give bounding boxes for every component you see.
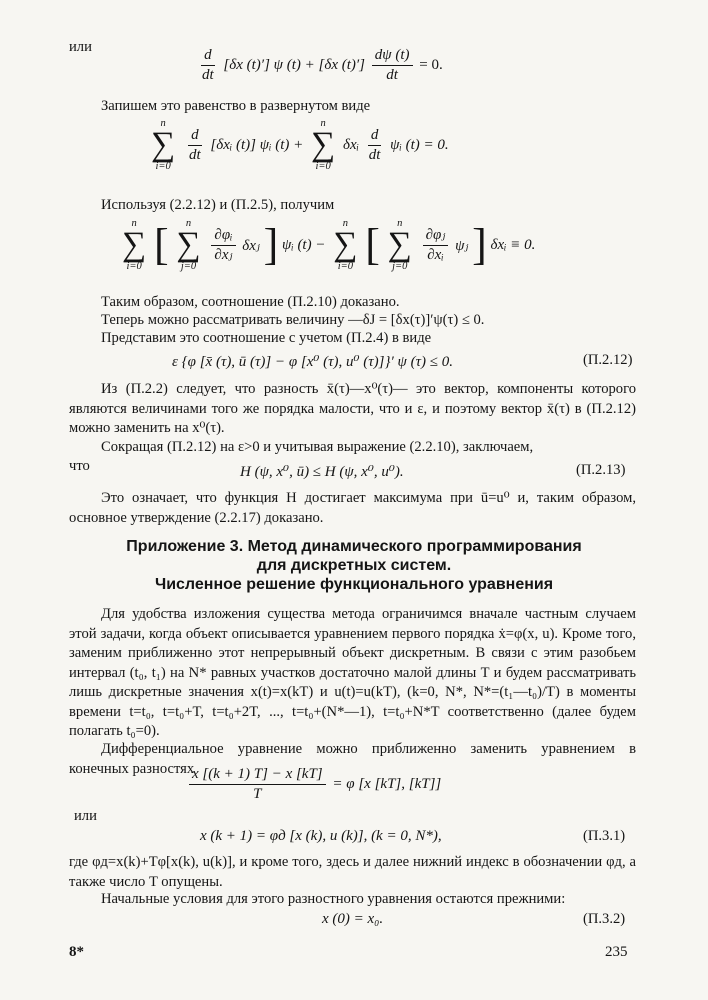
line-teper: Теперь можно рассматривать величину —δJ = [δx(τ)]′ψ(τ) ≤ 0.	[101, 312, 485, 328]
eq3-b: ψᵢ (t) −	[282, 236, 326, 253]
eq3-sumj-bot: j=0	[180, 261, 197, 272]
paragraph-sokrashaya-line2: что	[69, 458, 90, 474]
eq1-middle: [δx (t)′] ψ (t) + [δx (t)′]	[223, 57, 366, 73]
eq3-sum2j-bot: j=0	[392, 261, 408, 272]
equation-pi-2-12: ε {φ [x̄ (τ), ū (τ)] − φ [x⁰ (τ), u⁰ (τ)]}′ ψ (τ) ≤ 0.	[172, 354, 453, 370]
word-ili-1: или	[69, 39, 92, 55]
equation-number-pi-3-1: (П.3.1)	[583, 828, 626, 844]
paragraph-dlya-udobstva: Для удобства изложения существа метода ограничимся вначале частным случаем этой задачи, когда объект описывается уравнением первого порядка ẋ=φ(x, u). Кроме того, заменим приближенно этот непрерывный объект дискретным. В связи с этим разобьем интервал (t₀, t₁) на N* равных участков достаточно малой длины T и будем рассматривать лишь дискретные значения x(t)=x(kT) и u(t)=u(kT), (k=0, N*, N*=(t₁—t₀)/T) в моменты времени t=t₀, t=t₀+T, t=t₀+2T, ..., t=t₀+(N*—1), t=t₀+N*T соответственно (далее будем полагать t₀=0).	[69, 606, 636, 739]
eq2-frac2-num: d	[368, 127, 382, 146]
eq3-sum2-bot: i=0	[337, 261, 353, 272]
eq3-sumj-top: n	[185, 218, 192, 229]
equation-pi-2-13: H (ψ, x⁰, ū) ≤ H (ψ, x⁰, u⁰).	[240, 464, 404, 480]
signature-mark: 8*	[69, 944, 84, 960]
eq2-fraction	[186, 127, 204, 164]
line-zapishem: Запишем это равенство в развернутом виде	[101, 98, 371, 114]
eq3-frac2-num: ∂φⱼ	[423, 227, 449, 246]
eq3-sum2-j-icon: n ∑ j=0	[387, 218, 412, 272]
eq3-left-bracket: [	[154, 220, 169, 269]
eq1-frac2-den: dt	[386, 67, 398, 83]
appendix-heading-line2: для дискретных систем.	[256, 557, 452, 574]
equation-2	[147, 118, 449, 172]
paragraph-iz-p-2-2: Из (П.2.2) следует, что разность x̄(τ)—x⁰(τ)— это вектор, компоненты которого являются величинами того же порядка малости, что и ε, и поэтому вектор x̄(τ) в (П.2.12) можно заменить на x⁰(τ).	[69, 381, 636, 436]
eq2-frac2-den: dt	[368, 146, 381, 163]
eq3-right-bracket: ]	[263, 220, 279, 269]
eq6-frac-den: T	[253, 786, 262, 802]
paragraph-sokrashaya-line1: Сокращая (П.2.12) на ε>0 и учитывая выражение (2.2.10), заключаем,	[101, 439, 534, 455]
equation-pi-3-2: x (0) = x₀.	[322, 911, 384, 927]
line-predstavim: Представим это соотношение с учетом (П.2.4) в виде	[101, 330, 432, 346]
equation-number-pi-2-12: (П.2.12)	[583, 352, 633, 368]
equation-1	[196, 47, 443, 84]
eq3-partial-fraction-2	[423, 227, 449, 264]
equation-number-pi-2-13: (П.2.13)	[576, 462, 626, 478]
appendix-heading-line3: Численное решение функционального уравнения	[154, 576, 554, 593]
eq6-frac-num: x [(k + 1) T] − x [kT]	[189, 766, 326, 785]
eq3-frac2-den: ∂xᵢ	[427, 246, 444, 263]
eq3-sum-bot: i=0	[126, 261, 142, 272]
eq1-end: = 0.	[419, 57, 443, 73]
eq6-fraction	[189, 766, 326, 803]
eq3-frac-num: ∂φᵢ	[211, 227, 235, 246]
eq3-left-bracket-2: [	[365, 220, 380, 269]
equation-number-pi-3-2: (П.3.2)	[583, 911, 626, 927]
eq2-middle: [δxᵢ (t)] ψᵢ (t) +	[210, 136, 304, 153]
appendix-heading-line1: Приложение 3. Метод динамического программирования	[126, 538, 582, 555]
equation-difference	[186, 766, 441, 803]
eq3-sum-i-icon: n ∑ i=0	[122, 218, 147, 272]
eq3-sum2-i-icon: n ∑ i=0	[333, 218, 358, 272]
eq3-partial-fraction	[211, 227, 235, 264]
eq6-rhs: = φ [x [kT], [kT]]	[332, 776, 442, 792]
line-ispolzuya: Используя (2.2.12) и (П.2.5), получим	[101, 197, 335, 213]
eq3-sum-j-icon: n ∑ j=0	[176, 218, 201, 272]
eq2-frac-num: d	[188, 127, 202, 146]
eq2-sum-icon: n ∑ i=0	[151, 118, 176, 172]
eq2-sum-top: n	[160, 118, 166, 129]
eq2-frac-den: dt	[189, 146, 201, 163]
equation-pi-3-1: x (k + 1) = φд [x (k), u (k)], (k = 0, N*),	[200, 828, 442, 844]
eq3-sum2-top: n	[342, 218, 348, 229]
eq1-frac-den: dt	[202, 67, 214, 83]
eq3-right-bracket-2: ]	[472, 220, 487, 269]
eq3-sum-top: n	[131, 218, 137, 229]
eq2-sum2-bot: i=0	[315, 161, 331, 172]
eq2-sum2-icon: n ∑ i=0	[310, 118, 336, 172]
eq3-frac-den: ∂xⱼ	[214, 246, 233, 263]
paragraph-differencialnoe: Дифференциальное уравнение можно приближенно заменить уравнением в конечных разностях	[69, 741, 636, 777]
eq2-end: ψᵢ (t) = 0.	[390, 136, 449, 153]
word-ili-2: или	[74, 808, 97, 824]
eq3-sum2j-top: n	[397, 218, 403, 229]
eq3-d: δxᵢ ≡ 0.	[490, 236, 536, 253]
page-number: 235	[605, 944, 628, 960]
eq1-frac2-num: dψ (t)	[372, 47, 413, 66]
eq1-derivative-fraction	[199, 47, 217, 84]
eq3-c: ψⱼ	[455, 237, 469, 254]
equation-3	[118, 218, 535, 272]
paragraph-gde: где φд=x(k)+Tφ[x(k), u(k)], и кроме того, здесь и далее нижний индекс в обозначении φд, а также число T опущены.	[69, 854, 636, 890]
eq2-sum2-top: n	[320, 118, 326, 129]
eq3-a: δxⱼ	[242, 237, 260, 254]
line-takim: Таким образом, соотношение (П.2.10) доказано.	[101, 294, 400, 310]
eq1-second-fraction	[372, 47, 413, 84]
eq2-sum-bot: i=0	[155, 161, 171, 172]
paragraph-nachalnye: Начальные условия для этого разностного уравнения остаются прежними:	[101, 891, 566, 907]
paragraph-eto-oznachaet: Это означает, что функция H достигает максимума при ū=u⁰ и, таким образом, основное утверждение (2.2.17) доказано.	[69, 490, 636, 526]
eq2-middle2: δxᵢ	[342, 136, 359, 153]
eq1-frac-num: d	[201, 47, 215, 66]
eq2-fraction2	[366, 127, 384, 164]
